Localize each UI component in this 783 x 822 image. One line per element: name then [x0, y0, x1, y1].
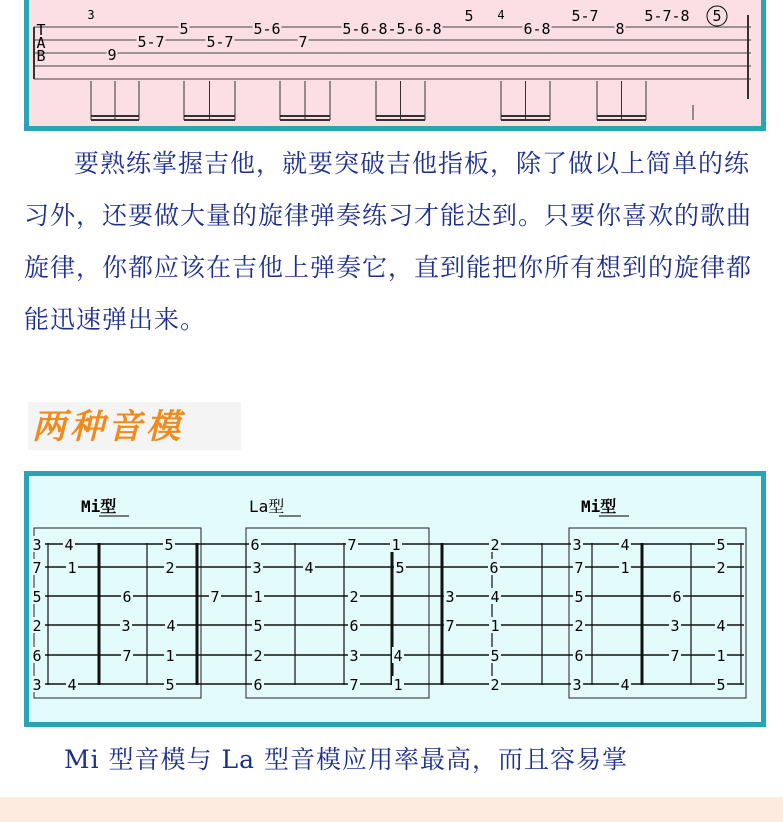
scale-degree-note: 2	[349, 588, 359, 606]
tab-fret-number: 5-7	[571, 7, 599, 25]
section-title: 两种音模	[32, 407, 184, 447]
pattern-label-mi-left: Mi型	[81, 497, 117, 516]
tab-fret-number: 6-8	[523, 20, 551, 38]
tab-fret-number: 5	[179, 20, 189, 38]
scale-degree-note: 4	[716, 617, 726, 635]
open-string-note: 7	[32, 559, 42, 577]
scale-degree-note: 2	[574, 617, 584, 635]
tab-fret-number: 8	[615, 20, 625, 38]
open-string-note: 3	[32, 676, 42, 694]
scale-degree-note: 3	[572, 676, 582, 694]
tab-fret-number: 5-7-8	[644, 7, 690, 25]
scale-degree-note: 1	[253, 588, 263, 606]
tab-fret-number: 5-7	[137, 33, 165, 51]
tab-fret-number: 5-7	[206, 33, 234, 51]
scale-degree-note: 7	[574, 559, 584, 577]
scale-degree-note: 4	[67, 676, 77, 694]
tab-clef-letter: T	[36, 21, 46, 39]
scale-degree-note: 7	[670, 647, 680, 665]
tab-clef-letter: A	[36, 34, 46, 52]
scale-degree-note: 3	[445, 588, 455, 606]
scale-degree-note: 1	[67, 559, 77, 577]
practice-paragraph	[24, 138, 769, 346]
pattern-box-la	[246, 528, 429, 698]
scale-degree-note: 5	[165, 676, 175, 694]
scale-degree-note: 7	[349, 676, 359, 694]
pattern-label-mi-right: Mi型	[581, 497, 617, 516]
scale-degree-note: 6	[253, 676, 263, 694]
scale-degree-note: 3	[349, 647, 359, 665]
fretboard-diagram	[29, 476, 761, 722]
scale-degree-note: 1	[165, 647, 175, 665]
tab-fret-number: 5	[464, 7, 474, 25]
scale-degree-note: 6	[489, 559, 499, 577]
tab-notation-panel	[24, 0, 766, 131]
scale-degree-note: 1	[490, 617, 500, 635]
scale-degree-note: 5	[490, 647, 500, 665]
scale-degree-note: 4	[490, 588, 500, 606]
scale-degree-note: 3	[670, 617, 680, 635]
scale-degree-note: 7	[210, 588, 220, 606]
scale-degree-note: 6	[349, 617, 359, 635]
tab-staff	[29, 0, 761, 126]
scale-degree-note: 5	[395, 559, 405, 577]
scale-degree-note: 5	[716, 536, 726, 554]
scale-degree-note: 2	[490, 536, 500, 554]
open-string-note: 6	[32, 647, 42, 665]
scale-degree-note: 2	[490, 676, 500, 694]
pattern-label-la: La型	[249, 497, 285, 516]
scale-degree-note: 3	[252, 559, 262, 577]
scale-degree-note: 6	[574, 647, 584, 665]
scale-degree-note: 6	[250, 536, 260, 554]
scale-degree-note: 4	[166, 617, 176, 635]
scale-degree-note: 5	[574, 588, 584, 606]
scale-degree-note: 4	[304, 559, 314, 577]
scale-degree-note: 1	[391, 536, 401, 554]
fretboard-panel	[24, 471, 766, 727]
tab-fret-number: 7	[298, 33, 308, 51]
scale-degree-note: 3	[121, 617, 131, 635]
scale-degree-note: 6	[672, 588, 682, 606]
scale-degree-note: 5	[716, 676, 726, 694]
footer-band	[0, 797, 783, 822]
scale-degree-note: 5	[164, 536, 174, 554]
scale-degree-note: 4	[620, 536, 630, 554]
tab-fret-number: 9	[107, 46, 117, 64]
pattern-usage-paragraph: Mi 型音模与 La 型音模应用率最高，而且容易掌	[64, 745, 628, 774]
tab-fret-number: 5	[712, 7, 722, 25]
scale-degree-note: 2	[253, 647, 263, 665]
open-string-note: 2	[32, 617, 42, 635]
open-string-note: 3	[32, 536, 42, 554]
scale-degree-note: 2	[165, 559, 175, 577]
tab-fret-number: 4	[497, 8, 505, 22]
scale-degree-note: 1	[393, 676, 403, 694]
open-string-note: 5	[32, 588, 42, 606]
scale-degree-note: 3	[572, 536, 582, 554]
scale-degree-note: 7	[122, 647, 132, 665]
scale-degree-note: 7	[347, 536, 357, 554]
tab-fret-number: 3	[87, 8, 95, 22]
practice-text: 要熟练掌握吉他，就要突破吉他指板，除了做以上简单的练习外，还要做大量的旋律弹奏练习才能达到。只要你喜欢的歌曲旋律，你都应该在吉他上弹奏它，直到能把你所有想到的旋律都能迅速弹出来。	[24, 149, 753, 334]
tab-clef-letter: B	[36, 47, 46, 65]
scale-degree-note: 1	[716, 647, 726, 665]
scale-degree-note: 4	[393, 647, 403, 665]
scale-degree-note: 6	[122, 588, 132, 606]
scale-degree-note: 4	[620, 676, 630, 694]
scale-degree-note: 1	[620, 559, 630, 577]
scale-degree-note: 4	[64, 536, 74, 554]
scale-degree-note: 2	[716, 559, 726, 577]
tab-fret-number: 5-6-8-5-6-8	[342, 20, 442, 38]
pattern-box-mi-left	[34, 528, 201, 698]
scale-degree-note: 5	[253, 617, 263, 635]
scale-degree-note: 7	[445, 617, 455, 635]
tab-fret-number: 5-6	[253, 20, 281, 38]
